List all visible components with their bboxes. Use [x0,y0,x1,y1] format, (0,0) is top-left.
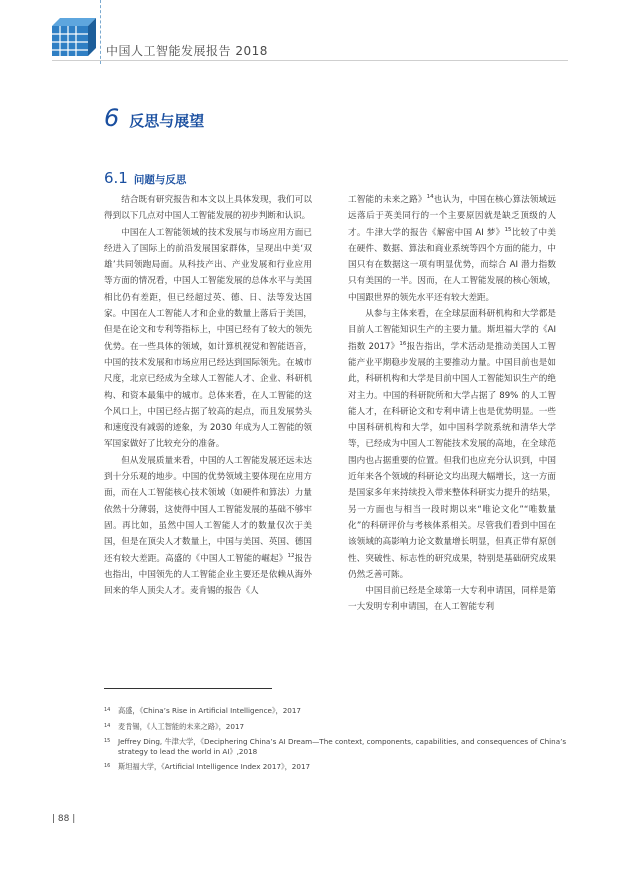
paragraph: 工智能的未来之路》$^{14}$也认为，中国在核心算法领域远远落后于英美同行的一个主要原因就是缺乏顶级的人才。牛津大学的报告《解密中国 AI 梦》$^{15}$比较了中美在硬件、数据、算法和商业系统等四个方面的能力，中国只有在数据这一项有明显优势，而综合 AI 潜力指数只有美国的一半。因而，在人工智能发展的核心领域，中国跟世界的领先水平还有较大差距。 [348,194,556,303]
paragraph: 中国在人工智能领域的技术发展与市场应用方面已经进入了国际上的前沿发展国家群体，呈现出中美‘双雄’共同领跑局面。从科技产出、产业发展和行业应用等方面的情况看，中国人工智能发展的总体水平与美国相比仍有差距，但已经超过英、德、日、法等发达国家。中国在人工智能人才和企业的数量上落后于美国，但是在论文和专利等指标上，中国已经有了较大的领先优势。在一些具体的领域，如计算机视觉和智能语音，中国的技术发展和市场应用已经达到国际领先。在城市尺度，北京已经成为全球人工智能人才、企业、科研机构、和资本最集中的城市。总体来看，在人工智能的这个风口上，中国已经占据了较高的起点，而且发展势头和速度没有减弱的迹象，为 2030 年成为人工智能的领军国家做好了比较充分的准备。 [104,227,312,450]
paragraph: 结合既有研究报告和本文以上具体发现，我们可以得到以下几点对中国人工智能发展的初步判断和认识。 [104,195,312,222]
footnote-rule [104,688,272,689]
left-column [104,192,312,599]
footnote-ref[interactable]: 15 [504,226,512,233]
chapter-heading [104,104,204,132]
footnotes [104,706,570,778]
grid-cube-logo-icon [52,18,96,62]
header-title: 中国人工智能发展报告 2018 [106,44,268,58]
section-heading [104,168,186,187]
section-title: 问题与反思 [133,174,187,186]
chapter-number: 6 [104,104,120,132]
paragraph: 中国目前已经是全球第一大专利申请国，同样是第一大发明专利申请国，在人工智能专利 [348,586,556,613]
footnote: 15 Jeffrey Ding, 牛津大学，《Deciphering China’s AI Dream—The context, components, capabilities, and consequences of China’s strategy to lead the world in AI》,2018 [104,737,567,756]
paragraph: 但从发展质量来看，中国的人工智能发展还远未达到十分乐观的地步。中国的优势领域主要体现在应用方面，而在人工智能核心技术领域（如硬件和算法）力量依然十分薄弱，这使得中国人工智能发展的基础不够牢固。再比如，虽然中国人工智能人才的数量仅次于美国，但是在顶尖人才数量上，中国与美国、英国、德国还有较大差距。高盛的《中国人工智能的崛起》$^{12}$报告也指出，中国领先的人工智能企业主要还是依赖从海外回来的华人顶尖人才。麦肯锡的报告《人 [104,455,312,597]
chapter-title: 反思与展望 [129,112,205,130]
header-divider [100,0,101,64]
paragraph: 从参与主体来看，在全球层面科研机构和大学都是目前人工智能知识生产的主要力量。斯坦福大学的《AI 指数 2017》$^{16}$报告指出，学术活动是推动美国人工智能产业平期稳步发展的主要推动力量。中国目前也是如此，科研机构和大学是目前中国人工智能知识生产的绝对主力。中国的科研院所和大学占据了 89% 的人工智能人才，在科研论文和专利申请上也是优势明显。一些中国科研机构和大学，如中国科学院系统和清华大学等，已经成为中国人工智能技术发展的高地，在全球范围内也占据重要的位置。但我们也应充分认识到，中国近年来各个领域的科研论文均出现大幅增长，这一方面是国家多年来持续投入带来整体科研实力提升的结果，另一方面也与相当一段时期以来“唯论文化”“唯数量化”的科研评价与考核体系相关。尽管我们看到中国在该领域的高影响力论文数量增长明显，但真正带有原创性、突破性、标志性的研究成果，特别是基础研究成果仍然乏善可陈。 [348,309,556,580]
footnote-ref[interactable]: 14 [426,194,434,201]
footnote-ref[interactable]: 12 [287,552,295,559]
section-number: 6.1 [104,169,128,187]
footnote: 14 高盛，《China’s Rise in Artificial Intelligence》，2017 [104,706,302,715]
right-column [348,192,556,616]
footnote: 16 斯坦福大学，《Artificial Intelligence Index 2017》，2017 [104,762,311,772]
footnote-ref[interactable]: 16 [399,340,407,347]
header-rule [52,60,568,61]
page-number: | 88 | [52,814,76,824]
footnote: 14 麦肯锡，《人工智能的未来之路》，2017 [104,721,245,731]
